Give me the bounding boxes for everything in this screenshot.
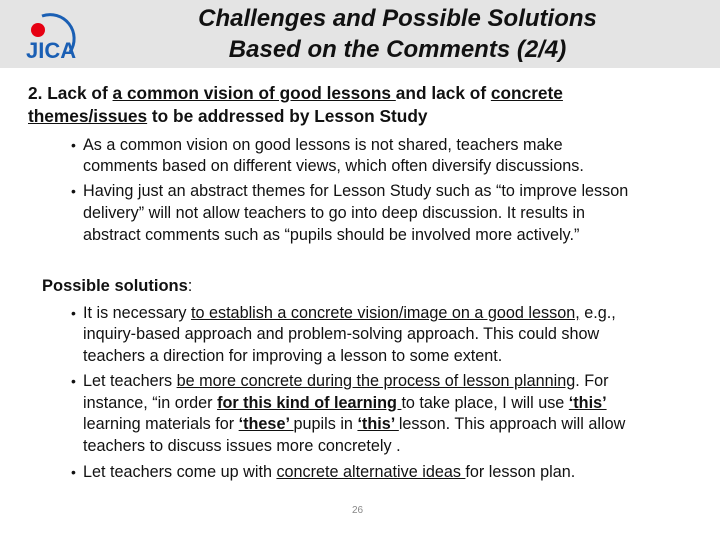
slide-title: [90, 3, 705, 65]
problem-heading-line: [28, 83, 563, 103]
underlined-text: ‘this’: [357, 415, 399, 433]
text-run: for lesson plan.: [465, 463, 576, 481]
solution-bullet-line: [83, 393, 607, 413]
underlined-text: ‘this’: [568, 394, 607, 412]
solution-bullet-line: [83, 462, 575, 482]
text-run: 2. Lack of: [28, 83, 113, 103]
text-run: It is necessary: [83, 304, 191, 322]
bullet-icon: •: [71, 183, 76, 199]
page-number: 26: [352, 505, 364, 516]
text-run: lesson. This approach will allow: [398, 415, 626, 433]
text-run: e.g.,: [579, 304, 616, 322]
underlined-text: to establish a concrete vision/image on a good lesson,: [190, 304, 580, 322]
title-line-1: Challenges and Possible Solutions: [198, 5, 597, 32]
problem-bullet-line: [83, 181, 628, 201]
text-run: instance, “in order: [83, 394, 218, 412]
underlined-text: concrete alternative ideas: [276, 463, 466, 481]
jica-logo: [20, 8, 80, 64]
text-run: teachers a direction for improving a lesson to some extent.: [83, 347, 503, 365]
underlined-text: themes/issues: [28, 106, 148, 126]
text-run: Let teachers: [83, 372, 177, 390]
bullet-icon: •: [71, 305, 76, 321]
text-run: teachers to discuss issues more concretely .: [83, 437, 401, 455]
solution-bullet-line: [83, 414, 625, 434]
solution-bullet-line: [83, 303, 616, 323]
underlined-text: ‘these’: [238, 415, 294, 433]
text-run: abstract comments such as “pupils should be involved more actively.”: [83, 226, 580, 244]
solution-bullet-line: [83, 324, 599, 344]
text-run: and lack of: [395, 83, 491, 103]
underlined-text: be more concrete during the process of lesson planning: [176, 372, 576, 390]
problem-bullet-line: [83, 156, 584, 176]
text-run: Let teachers come up with: [83, 463, 277, 481]
label-text: Possible solutions: [42, 277, 188, 295]
svg-text:JICA: JICA: [26, 38, 77, 63]
problem-bullet-line: [83, 135, 563, 155]
problem-bullet-line: [83, 225, 579, 245]
label-colon: :: [187, 277, 193, 295]
slide-header: [0, 0, 720, 68]
underlined-text: concrete: [490, 83, 563, 103]
possible-solutions-label: [42, 277, 192, 296]
text-run: delivery” will not allow teachers to go into deep discussion. It results in: [83, 204, 586, 222]
text-run: to take place, I will use: [401, 394, 569, 412]
bullet-icon: •: [71, 137, 76, 153]
bullet-icon: •: [71, 373, 76, 389]
bullet-icon: •: [71, 464, 76, 480]
text-run: comments based on different views, which often diversify discussions.: [83, 157, 584, 175]
text-run: . For: [575, 372, 609, 390]
text-run: Having just an abstract themes for Lesson Study such as “to improve lesson: [83, 182, 629, 200]
text-run: learning materials for: [83, 415, 239, 433]
text-run: pupils in: [293, 415, 358, 433]
solution-bullet-line: [83, 346, 502, 366]
underlined-text: for this kind of learning: [217, 394, 402, 412]
text-run: As a common vision on good lessons is not shared, teachers make: [83, 136, 563, 154]
solution-bullet-line: [83, 436, 401, 456]
problem-heading-line: [28, 106, 428, 126]
text-run: to be addressed by Lesson Study: [147, 106, 428, 126]
solution-bullet-line: [83, 371, 609, 391]
underlined-text: a common vision of good lessons: [112, 83, 396, 103]
problem-bullet-line: [83, 203, 585, 223]
text-run: inquiry-based approach and problem-solving approach. This could show: [83, 325, 600, 343]
title-line-2: Based on the Comments (2/4): [228, 36, 567, 63]
